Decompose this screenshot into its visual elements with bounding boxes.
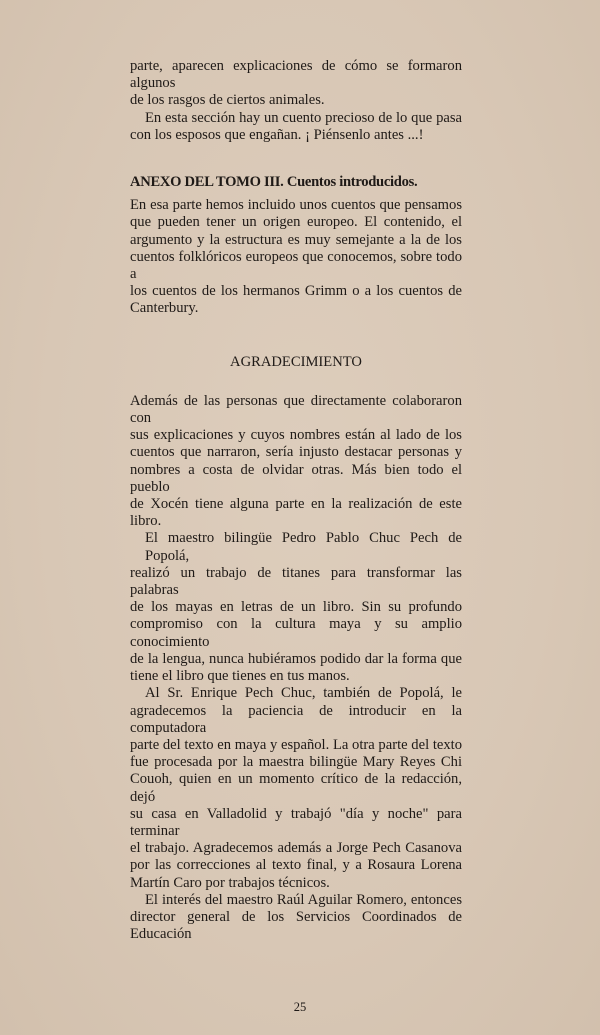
text-line: con los esposos que engañan. ¡ Piénsenlo antes ...! [130,126,424,143]
text-line: de los rasgos de ciertos animales. [130,92,325,109]
text-line: Además de las personas que directamente colaboraron con [130,392,462,427]
text-line: Martín Caro por trabajos técnicos. [130,874,330,891]
text-line: su casa en Valladolid y trabajó "día y noche" para terminar [130,805,462,839]
text-line: los cuentos de los hermanos Grimm o a los cuentos de [130,283,462,300]
intro-paragraph-2 [130,110,462,144]
acknowledgement-paragraph-2 [130,530,462,685]
text-line: En esa parte hemos incluido unos cuentos que pensamos [130,197,462,214]
text-line: de la lengua, nunca hubiéramos podido dar la forma que [130,650,462,667]
text-line: el trabajo. Agradecemos además a Jorge Pech Casanova [130,840,462,857]
text-line: sus explicaciones y cuyos nombres están al lado de los [130,427,462,444]
text-line: Al Sr. Enrique Pech Chuc, también de Popolá, le [145,685,462,702]
text-line: realizó un trabajo de titanes para transformar las palabras [130,564,462,599]
text-line: de Xocén tiene alguna parte en la realización de este libro. [130,496,462,530]
acknowledgement-paragraph-1 [130,393,462,531]
text-line: que pueden tener un origen europeo. El contenido, el [130,214,462,231]
page-number: 25 [293,1000,307,1015]
text-line: En esta sección hay un cuento precioso de lo que pasa [145,109,462,126]
section-title-agradecimiento: AGRADECIMIENTO [230,353,362,370]
annex-heading: ANEXO DEL TOMO III. Cuentos introducidos. [130,174,418,191]
page-body [130,0,462,943]
intro-paragraph-1 [130,58,462,110]
text-line: El interés del maestro Raúl Aguilar Romero, entonces [145,891,462,908]
text-line: cuentos que narraron, sería injusto destacar personas y [130,444,462,461]
text-line: agradecemos la paciencia de introducir en la computadora [130,702,462,736]
text-line: fue procesada por la maestra bilingüe Mary Reyes Chi [130,754,462,771]
acknowledgement-paragraph-4 [130,892,462,944]
text-line: director general de los Servicios Coordinados de Educación [130,908,462,943]
text-line: cuentos folklóricos europeos que conocemos, sobre todo a [130,248,462,283]
text-line: argumento y la estructura es muy semejante a la de los [130,231,462,248]
text-line: tiene el libro que tienes en tus manos. [130,668,350,685]
text-line: compromiso con la cultura maya y su amplio conocimiento [130,616,462,650]
text-line: parte del texto en maya y español. La otra parte del texto [130,736,462,753]
annex-paragraph [130,197,462,317]
text-line: Couoh, quien en un momento crítico de la redacción, dejó [130,771,462,805]
text-line: por las correcciones al texto final, y a Rosaura Lorena [130,857,462,874]
text-line: Canterbury. [130,300,199,317]
text-line: parte, aparecen explicaciones de cómo se formaron algunos [130,58,462,92]
text-line: El maestro bilingüe Pedro Pablo Chuc Pech de Popolá, [145,530,462,564]
acknowledgement-paragraph-3 [130,685,462,891]
text-line: de los mayas en letras de un libro. Sin su profundo [130,599,462,616]
text-line: nombres a costa de olvidar otras. Más bien todo el pueblo [130,461,462,495]
